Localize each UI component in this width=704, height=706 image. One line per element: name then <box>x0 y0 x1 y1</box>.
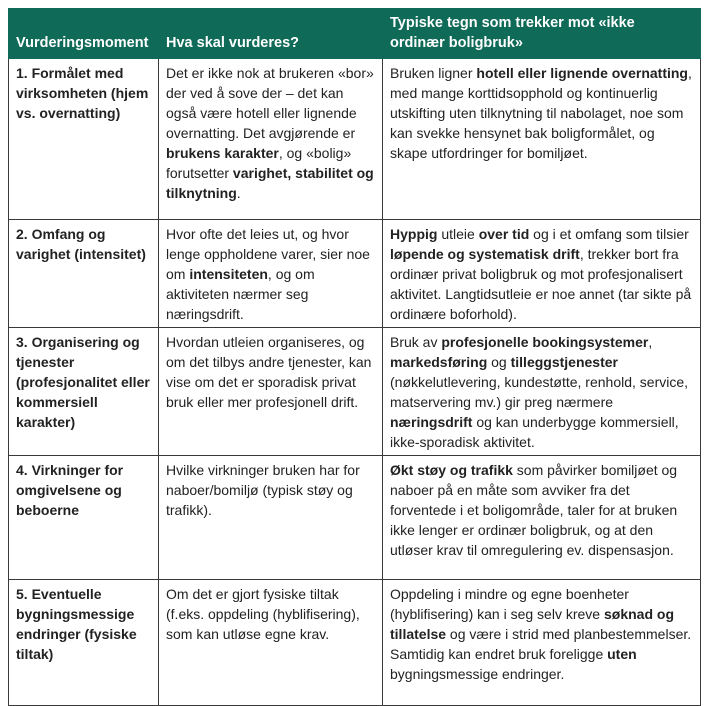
text-segment: og i et omfang som tilsier <box>529 226 689 242</box>
text-segment: Det er ikke nok at brukeren «bor» der ved å sove der – det kan også være hotell eller lignende overnatting. Det avgjørende er <box>166 65 374 141</box>
cell-typiske-tegn <box>383 328 701 456</box>
bold-text: Hyppig <box>390 226 438 242</box>
cell-hva-skal-vurderes <box>159 220 383 328</box>
cell-typiske-tegn <box>383 220 701 328</box>
text-segment: (nøkkelutlevering, kundestøtte, renhold, service, matservering mv.) gir preg nærmere <box>390 374 689 410</box>
cell-vurderingsmoment: 2. Omfang og varighet (intensitet) <box>9 220 159 328</box>
bold-text: over tid <box>478 226 530 242</box>
bold-text: brukens karakter <box>166 145 279 161</box>
text-segment: , med mange korttidsopphold og kontinuerlig utskifting uten tilknytning til nabolaget, noe som kan svekke hensynet bak boligformålet, og skape utfordringer for bomiljøet. <box>390 65 692 161</box>
bold-text: løpende og systematisk drift <box>390 246 580 262</box>
cell-vurderingsmoment: 1. Formålet med virksomheten (hjem vs. overnatting) <box>9 59 159 220</box>
table-row <box>9 59 701 220</box>
cell-typiske-tegn <box>383 456 701 580</box>
text-segment: , og «bolig» forutsetter <box>166 145 352 181</box>
text-segment: Bruken ligner <box>390 65 477 81</box>
cell-vurderingsmoment: 4. Virkninger for omgivelsene og beboerne <box>9 456 159 580</box>
text-segment: Hvordan utleien organiseres, og om det tilbys andre tjenester, kan vise om det er sporadisk privat bruk eller mer profesjonell drift. <box>166 334 372 410</box>
table-row <box>9 580 701 706</box>
bold-text: intensiteten <box>189 266 268 282</box>
table-row <box>9 456 701 580</box>
text-segment: Om det er gjort fysiske tiltak (f.eks. oppdeling (hyblifisering), som kan utløse egne krav. <box>166 586 360 642</box>
cell-typiske-tegn <box>383 580 701 706</box>
text-segment: og være i strid med planbestemmelser. Samtidig kan endret bruk foreligge <box>390 626 692 662</box>
bold-text: tilleggstjenester <box>510 354 618 370</box>
table-row <box>9 328 701 456</box>
text-segment: og <box>487 354 511 370</box>
bold-text: markedsføring <box>390 354 488 370</box>
cell-vurderingsmoment: 5. Eventuelle bygningsmessige endringer (fysiske tiltak) <box>9 580 159 706</box>
text-segment: Bruk av <box>390 334 442 350</box>
cell-hva-skal-vurderes <box>159 59 383 220</box>
bold-text: Økt støy og trafikk <box>390 462 513 478</box>
table-row <box>9 220 701 328</box>
text-segment: som påvirker bomiljøet og naboer på en måte som avviker fra det forventede i et boligområde, taler for at bruken ikke lenger er ordinær boligbruk, og at den utløser krav til omregulering ev. dispensasjon. <box>390 462 678 558</box>
header-hva-skal-vurderes: Hva skal vurderes? <box>159 9 383 59</box>
table-header-row <box>9 9 701 59</box>
bold-text: uten <box>607 646 637 662</box>
bold-text: varighet, stabilitet og tilknytning <box>166 165 374 201</box>
text-segment: . <box>236 185 241 201</box>
bold-text: søknad og tillatelse <box>390 606 674 642</box>
cell-hva-skal-vurderes <box>159 328 383 456</box>
text-segment: , trekker bort fra ordinær privat boligbruk og mot profesjonalisert aktivitet. Langtidsutleie er noe annet (tar sikte på ordinære boforhold). <box>390 246 692 322</box>
text-segment: Hvor ofte det leies ut, og hvor lenge oppholdene varer, sier noe om <box>166 226 370 282</box>
cell-vurderingsmoment: 3. Organisering og tjenester (profesjonalitet eller kommersiell karakter) <box>9 328 159 456</box>
cell-typiske-tegn <box>383 59 701 220</box>
bold-text: profesjonelle bookingsystemer <box>441 334 649 350</box>
text-segment: bygningsmessige endringer. <box>390 666 565 682</box>
text-segment: utleie <box>437 226 479 242</box>
text-segment: , <box>648 334 653 350</box>
text-segment: og kan underbygge kommersiell, ikke-sporadisk aktivitet. <box>390 414 679 450</box>
cell-hva-skal-vurderes <box>159 580 383 706</box>
cell-hva-skal-vurderes <box>159 456 383 580</box>
text-segment: , og om aktiviteten nærmer seg næringsdrift. <box>166 266 315 322</box>
text-segment: Hvilke virkninger bruken har for naboer/bomiljø (typisk støy og trafikk). <box>166 462 360 518</box>
text-segment: Oppdeling i mindre og egne boenheter (hyblifisering) kan i seg selv kreve <box>390 586 629 622</box>
assessment-table <box>8 8 701 706</box>
bold-text: hotell eller lignende overnatting <box>476 65 688 81</box>
header-typiske-tegn: Typiske tegn som trekker mot «ikke ordinær boligbruk» <box>383 9 701 59</box>
bold-text: næringsdrift <box>390 414 473 430</box>
header-vurderingsmoment: Vurderingsmoment <box>9 9 159 59</box>
